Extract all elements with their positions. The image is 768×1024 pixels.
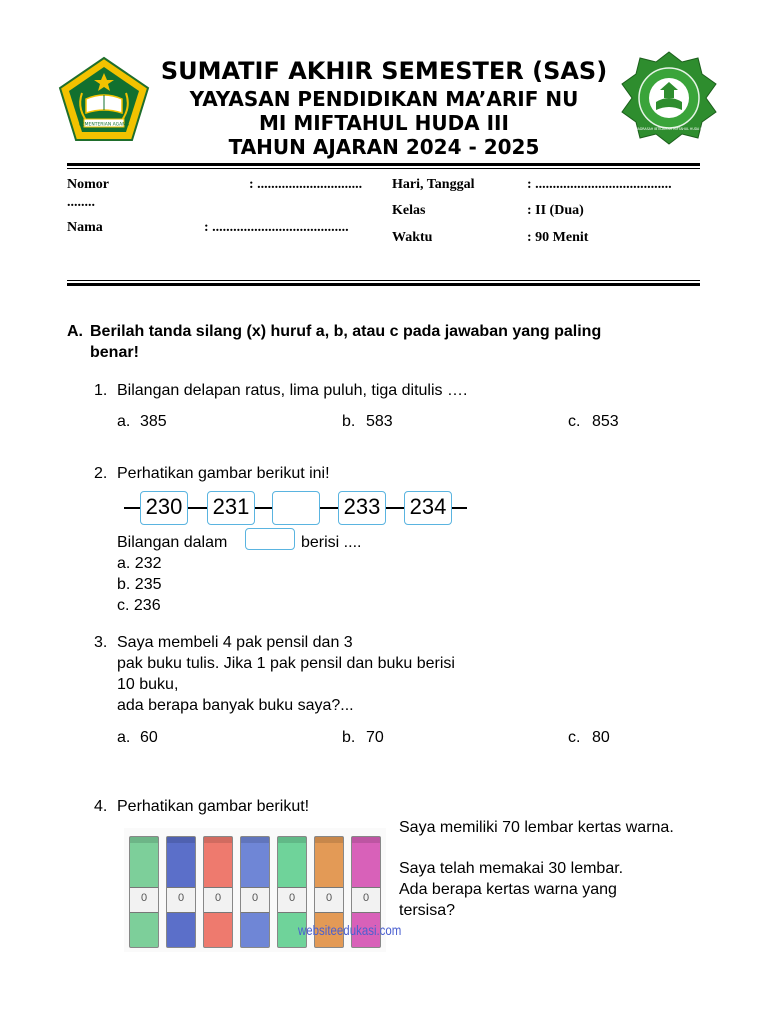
- academic-year: TAHUN AJARAN 2024 - 2025: [228, 135, 540, 159]
- q3-text-line4: ada berapa banyak buku saya?...: [117, 697, 354, 714]
- paper-stack-label: 0: [215, 892, 222, 904]
- header-rule-thick: [67, 163, 700, 166]
- sequence-box: 231: [207, 491, 255, 525]
- q2-prompt-start: Bilangan dalam: [117, 534, 228, 551]
- q4-number: 4.: [94, 798, 108, 815]
- q3-option-c-letter[interactable]: c.: [568, 729, 581, 746]
- q3-option-b[interactable]: 70: [366, 729, 384, 746]
- paper-stack-top: [204, 837, 232, 843]
- ministry-logo-text: KEMENTERIAN AGAMA: [78, 122, 130, 128]
- sequence-line: [452, 507, 467, 509]
- paper-stack: [203, 836, 233, 948]
- q3-text-line3: 10 buku,: [117, 676, 179, 693]
- paper-stack-band: [241, 887, 269, 913]
- sequence-line: [386, 507, 404, 509]
- q2-option-c[interactable]: c. 236: [117, 597, 161, 614]
- q2-number: 2.: [94, 465, 108, 482]
- nama-field[interactable]: : .......................................: [204, 220, 349, 235]
- nomor-label: Nomor: [67, 177, 109, 192]
- waktu-value: : 90 Menit: [527, 230, 589, 245]
- paper-stack-top: [241, 837, 269, 843]
- sequence-line: [124, 507, 140, 509]
- hari-tanggal-label: Hari, Tanggal: [392, 177, 475, 192]
- watermark: websiteedukasi.com: [298, 922, 402, 938]
- sequence-box-blank: [272, 491, 320, 525]
- paper-stack-top: [315, 837, 343, 843]
- q3-option-c[interactable]: 80: [592, 729, 610, 746]
- q1-option-b[interactable]: 583: [366, 413, 393, 430]
- foundation-name: YAYASAN PENDIDIKAN MA’ARIF NU: [189, 87, 579, 111]
- waktu-label: Waktu: [392, 230, 433, 245]
- q3-option-b-letter[interactable]: b.: [342, 729, 356, 746]
- q2-prompt-blank-box: [245, 528, 295, 550]
- sequence-box: 233: [338, 491, 386, 525]
- sequence-line: [320, 507, 338, 509]
- q1-option-c[interactable]: 853: [592, 413, 619, 430]
- q2-option-a[interactable]: a. 232: [117, 555, 162, 572]
- info-rule-thick: [67, 283, 700, 286]
- paper-stack-band: [130, 887, 158, 913]
- paper-stack-top: [352, 837, 380, 843]
- sequence-box: 234: [404, 491, 452, 525]
- q2-option-b[interactable]: b. 235: [117, 576, 162, 593]
- q4-side-text-1: Saya memiliki 70 lembar kertas warna.: [399, 819, 674, 836]
- q1-option-a-letter[interactable]: a.: [117, 413, 131, 430]
- sequence-line: [255, 507, 272, 509]
- nomor-field-continued: ........: [67, 195, 95, 210]
- paper-stack-top: [278, 837, 306, 843]
- q2-prompt-end: berisi ....: [301, 534, 362, 551]
- paper-stack-band: [278, 887, 306, 913]
- q4-side-text-2: Saya telah memakai 30 lembar.: [399, 860, 624, 877]
- nama-label: Nama: [67, 220, 103, 235]
- q4-text: Perhatikan gambar berikut!: [117, 798, 310, 815]
- paper-stack: [129, 836, 159, 948]
- q1-number: 1.: [94, 382, 108, 399]
- q1-option-b-letter[interactable]: b.: [342, 413, 356, 430]
- q2-text: Perhatikan gambar berikut ini!: [117, 465, 330, 482]
- school-logo-text: MADRASAH IBTIDAIYAH MIFTAHUL HUDA III: [634, 127, 704, 131]
- nomor-field[interactable]: : ..............................: [249, 177, 363, 192]
- paper-stack-label: 0: [363, 892, 370, 904]
- paper-stack-label: 0: [289, 892, 296, 904]
- q3-option-a-letter[interactable]: a.: [117, 729, 131, 746]
- paper-stack-top: [167, 837, 195, 843]
- section-a-letter: A.: [67, 323, 83, 340]
- paper-stack: [240, 836, 270, 948]
- q1-text: Bilangan delapan ratus, lima puluh, tiga ditulis ….: [117, 382, 468, 399]
- q4-side-text-4: tersisa?: [399, 902, 456, 919]
- paper-stack-label: 0: [141, 892, 148, 904]
- sequence-box: 230: [140, 491, 188, 525]
- q3-number: 3.: [94, 634, 108, 651]
- q1-option-a[interactable]: 385: [140, 413, 167, 430]
- paper-stack-band: [352, 887, 380, 913]
- paper-stack: [166, 836, 196, 948]
- section-a-instruction-cont: benar!: [90, 344, 139, 361]
- sequence-line: [188, 507, 207, 509]
- q1-option-c-letter[interactable]: c.: [568, 413, 581, 430]
- paper-stack-band: [315, 887, 343, 913]
- paper-stack-top: [130, 837, 158, 843]
- kelas-value: : II (Dua): [527, 203, 584, 218]
- hari-tanggal-field[interactable]: : .......................................: [527, 177, 672, 192]
- q4-side-text-3: Ada berapa kertas warna yang: [399, 881, 617, 898]
- kelas-label: Kelas: [392, 203, 426, 218]
- q3-text-line1: Saya membeli 4 pak pensil dan 3: [117, 634, 353, 651]
- paper-stack-label: 0: [178, 892, 185, 904]
- q3-text-line2: pak buku tulis. Jika 1 pak pensil dan buku berisi: [117, 655, 455, 672]
- info-rule-thin: [67, 280, 700, 281]
- paper-stack-band: [204, 887, 232, 913]
- paper-stack-label: 0: [252, 892, 259, 904]
- q3-option-a[interactable]: 60: [140, 729, 158, 746]
- paper-stack-label: 0: [326, 892, 333, 904]
- paper-stack-band: [167, 887, 195, 913]
- school-name: MI MIFTAHUL HUDA III: [259, 111, 509, 135]
- header-rule-thin: [67, 168, 700, 169]
- section-a-instruction: Berilah tanda silang (x) huruf a, b, atau c pada jawaban yang paling: [90, 323, 602, 340]
- exam-title: SUMATIF AKHIR SEMESTER (SAS): [160, 57, 608, 85]
